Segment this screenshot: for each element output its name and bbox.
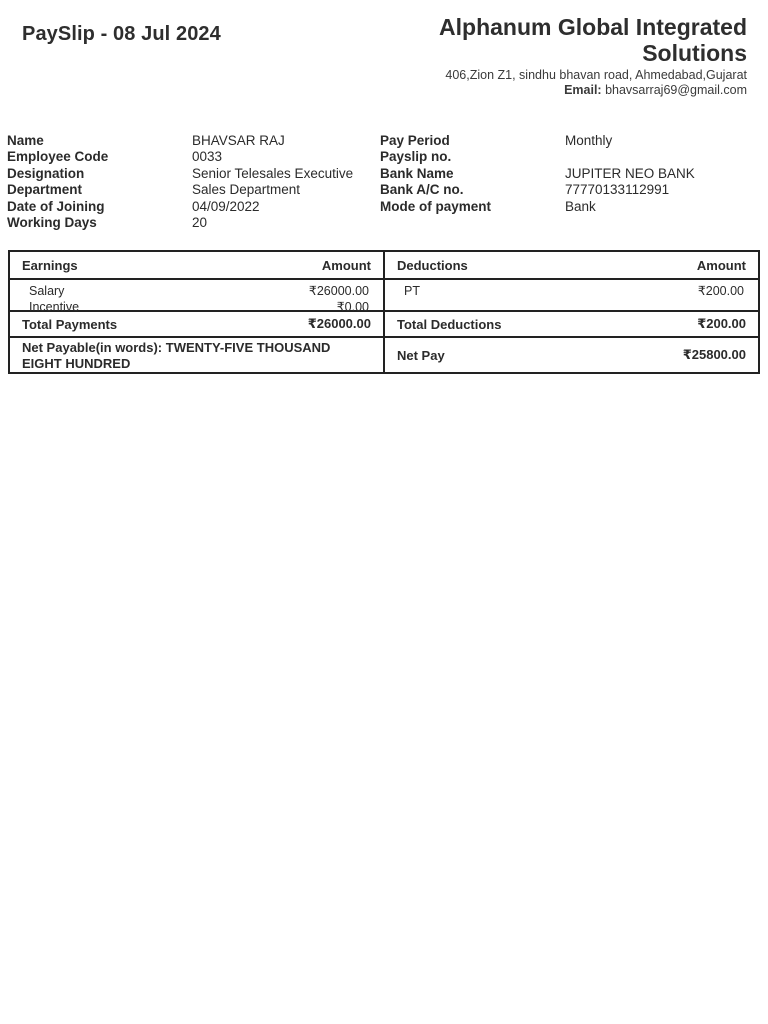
net-pay-amount: ₹25800.00 (682, 347, 746, 362)
info-value: BHAVSAR RAJ (192, 133, 285, 148)
net-words-cell (9, 337, 384, 373)
info-row (7, 149, 757, 165)
page-title: PaySlip - 08 Jul 2024 (22, 23, 221, 45)
info-label: Working Days (7, 214, 97, 230)
info-value: 04/09/2022 (192, 198, 260, 214)
company-name: Alphanum Global Integrated Solutions (439, 14, 747, 66)
earnings-header-cell (9, 251, 384, 279)
info-value: Monthly (565, 133, 613, 148)
info-label: Name (7, 133, 44, 148)
info-row (7, 215, 757, 231)
info-label: Employee Code (7, 149, 109, 165)
total-payments-label: Total Payments (22, 316, 118, 332)
info-label: Bank A/C no. (380, 182, 464, 198)
net-payable-words: Net Payable(in words): TWENTY-FIVE THOUSAND EIGHT HUNDRED (22, 340, 331, 371)
pay-table (8, 250, 760, 374)
deductions-items-cell (384, 279, 759, 311)
earnings-items-cell (9, 279, 384, 314)
info-value: JUPITER NEO BANK (565, 165, 695, 181)
info-label: Designation (7, 165, 85, 181)
table-header-row (9, 251, 759, 279)
table-items-row (9, 279, 759, 311)
info-label: Mode of payment (380, 198, 492, 214)
deduction-name: PT (404, 284, 420, 298)
earning-name: Incentive (29, 300, 80, 314)
info-row (7, 182, 757, 198)
earning-amount: ₹0.00 (336, 300, 369, 314)
info-label: Date of Joining (7, 198, 105, 214)
info-row (7, 133, 757, 149)
earning-amount: ₹26000.00 (308, 284, 369, 298)
info-value: Bank (565, 198, 596, 214)
email-label: Email: (564, 83, 602, 97)
total-deductions-cell (384, 311, 759, 337)
earnings-amount-header: Amount (321, 257, 371, 273)
info-row (7, 166, 757, 182)
info-label (380, 215, 565, 231)
earnings-header: Earnings (22, 257, 78, 273)
info-value: Senior Telesales Executive (192, 165, 354, 181)
info-label: Pay Period (380, 133, 450, 148)
info-value: 77770133112991 (565, 182, 670, 198)
net-pay-label: Net Pay (397, 347, 445, 363)
company-address: 406,Zion Z1, sindhu bhavan road, Ahmedabad,Gujarat (445, 68, 747, 82)
company-email-line (387, 83, 747, 98)
deductions-header: Deductions (397, 257, 468, 273)
info-label: Department (7, 182, 83, 198)
deductions-amount-header: Amount (696, 257, 746, 273)
info-label: Payslip no. (380, 149, 452, 165)
info-label: Bank Name (380, 165, 454, 181)
deduction-amount: ₹200.00 (697, 284, 744, 298)
employee-info (7, 133, 757, 231)
company-header (387, 14, 747, 98)
earning-name: Salary (29, 284, 65, 298)
table-net-row (9, 337, 759, 373)
deductions-header-cell (384, 251, 759, 279)
info-value: 0033 (192, 149, 223, 165)
list-item (29, 283, 369, 299)
list-item (404, 283, 744, 299)
info-value: 20 (192, 214, 208, 230)
info-value (565, 149, 755, 165)
info-value (565, 215, 755, 231)
net-pay-cell (384, 337, 759, 373)
company-email: bhavsarraj69@gmail.com (605, 83, 747, 97)
total-deductions-amount: ₹200.00 (697, 316, 746, 331)
total-deductions-label: Total Deductions (397, 316, 502, 332)
total-payments-amount: ₹26000.00 (307, 316, 371, 331)
table-total-row (9, 311, 759, 337)
info-value: Sales Department (192, 182, 301, 198)
info-row (7, 199, 757, 215)
